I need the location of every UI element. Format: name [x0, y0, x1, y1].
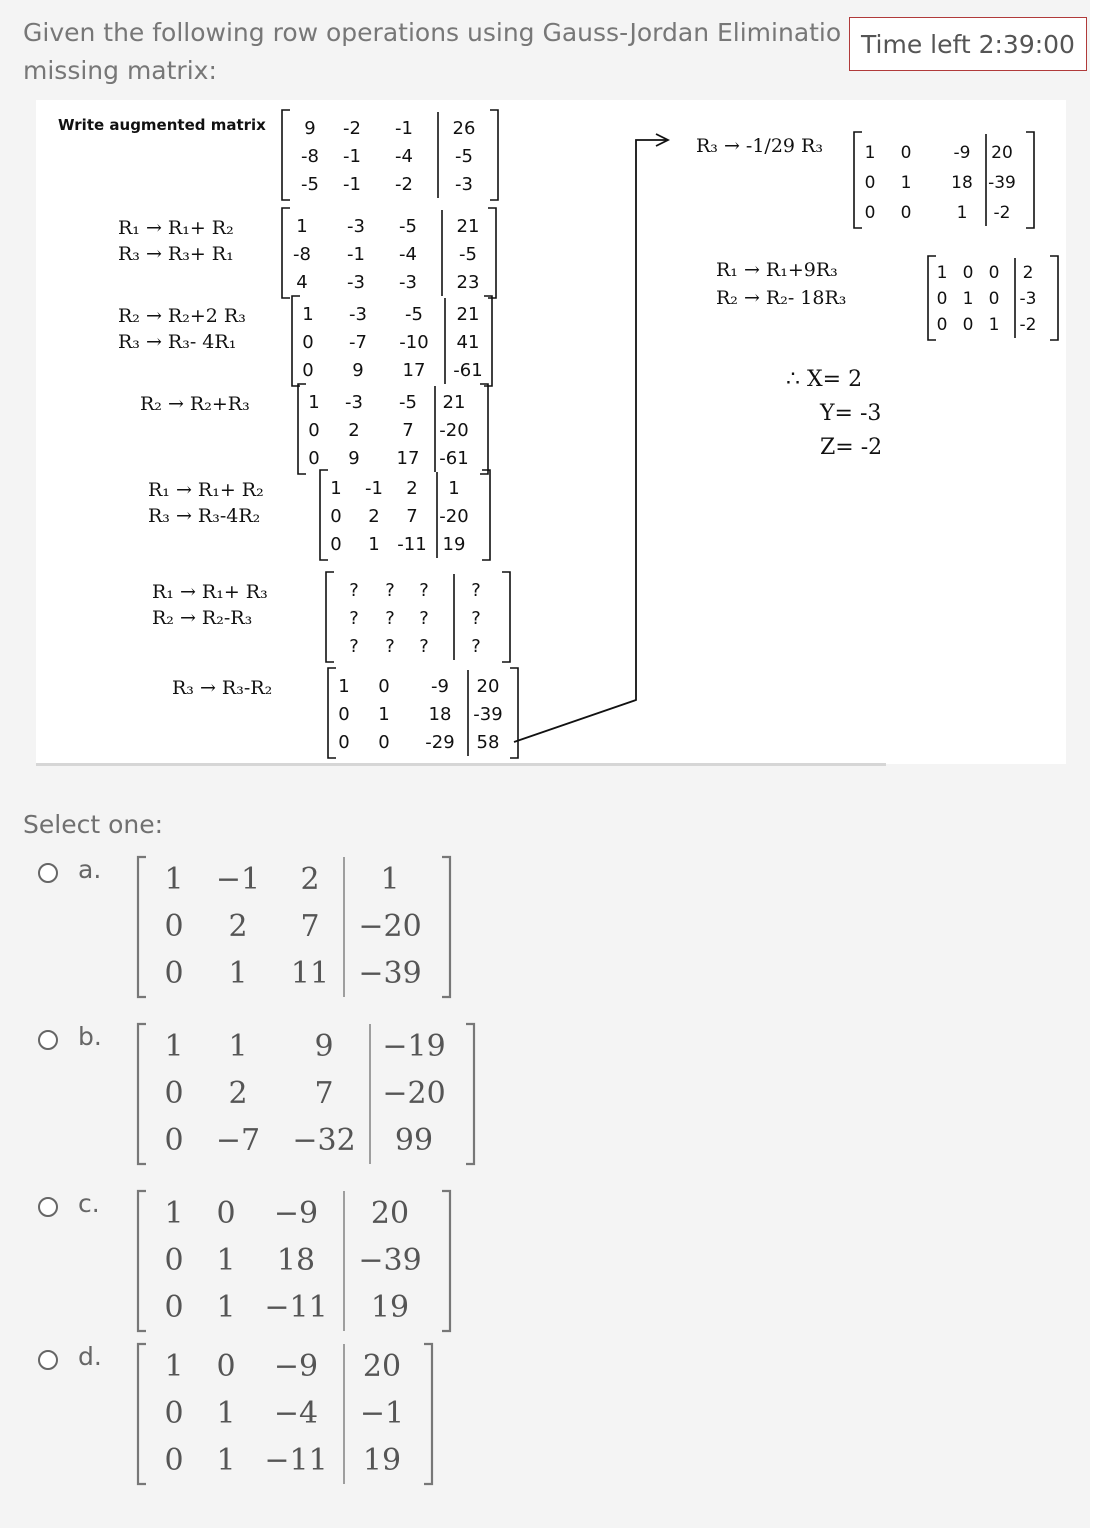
matrix-entry: 18	[276, 1243, 316, 1278]
matrix-entry: 19	[362, 1443, 402, 1478]
right-bracket	[502, 572, 510, 662]
matrix-entry: -5	[399, 392, 417, 413]
matrix-entry: ?	[419, 580, 429, 601]
right-bracket	[442, 857, 450, 997]
matrix-entry: 1	[936, 263, 948, 283]
matrix-entry: -3	[345, 392, 363, 413]
left-bracket	[326, 572, 334, 662]
matrix-entry: 21	[456, 216, 480, 237]
matrix-entry: 0	[164, 1396, 184, 1431]
matrix-entry: 19	[370, 1290, 410, 1325]
question-line-1: Given the following row operations using Gauss-Jordan Eliminatio	[23, 18, 842, 47]
matrix-entry: -1	[343, 146, 361, 167]
matrix-entry: 0	[164, 956, 184, 991]
matrix-entry: 21	[442, 392, 466, 413]
matrix-entry: 20	[370, 1196, 410, 1231]
matrix-entry: ?	[419, 636, 429, 657]
matrix-entry: 17	[396, 448, 420, 469]
matrix-entry: ?	[471, 608, 481, 629]
matrix-entry: 1	[962, 289, 974, 309]
right-bracket	[480, 384, 488, 474]
answer-option-a[interactable]	[36, 855, 556, 1005]
matrix-entry: -3	[349, 304, 367, 325]
left-bracket	[854, 132, 862, 228]
matrix-entry: −19	[382, 1029, 446, 1064]
matrix-entry: 2	[1022, 263, 1034, 283]
left-bracket	[138, 1024, 146, 1164]
matrix-entry: 2	[228, 909, 248, 944]
matrix-entry: -3	[399, 272, 417, 293]
left-bracket	[298, 384, 306, 474]
matrix-entry: -4	[395, 146, 413, 167]
matrix-entry: 0	[164, 1443, 184, 1478]
matrix-entry: -1	[395, 118, 413, 139]
matrix-entry: 2	[300, 862, 320, 897]
row-operation-label: R₃ → R₃- 4R₁	[118, 331, 237, 353]
matrix-entry: -2	[993, 203, 1011, 223]
matrix-entry: −39	[358, 956, 422, 991]
row-operation-label: R₁ → R₁+9R₃	[716, 259, 838, 281]
matrix-entry: 0	[308, 420, 320, 441]
matrix-entry: -1	[347, 244, 365, 265]
matrix-entry: −1	[359, 1396, 405, 1431]
matrix-entry: 99	[394, 1123, 434, 1158]
matrix-entry: -61	[453, 360, 483, 381]
matrix-entry: 1	[164, 862, 184, 897]
matrix-entry: 0	[164, 1123, 184, 1158]
flow-arrow	[514, 140, 666, 742]
left-bracket	[282, 208, 290, 298]
matrix-entry: -8	[293, 244, 311, 265]
matrix-entry: 2	[348, 420, 360, 441]
right-bracket	[510, 668, 518, 758]
row-operation-label: R₃ → R₃-4R₂	[148, 505, 261, 527]
left-bracket	[328, 668, 336, 758]
time-left-badge: Time left 2:39:00	[849, 17, 1087, 71]
matrix-entry: −39	[358, 1243, 422, 1278]
matrix-entry: 0	[330, 534, 342, 555]
left-bracket	[138, 1344, 146, 1484]
left-bracket	[928, 256, 936, 340]
matrix-entry: 20	[991, 143, 1013, 163]
step-matrix-7	[328, 668, 518, 758]
matrix-entry: 23	[456, 272, 480, 293]
matrix-entry: 7	[406, 506, 418, 527]
matrix-entry: 1	[164, 1029, 184, 1064]
matrix-entry: -20	[439, 420, 469, 441]
matrix-entry: 0	[864, 203, 876, 223]
right-bracket	[490, 110, 498, 200]
matrix-entry: ?	[471, 636, 481, 657]
matrix-entry: 1	[216, 1290, 236, 1325]
right-bracket	[488, 208, 496, 298]
matrix-entry: 1	[330, 478, 342, 499]
matrix-entry: -2	[395, 174, 413, 195]
matrix-entry: 0	[216, 1349, 236, 1384]
step-matrix-6	[326, 572, 510, 662]
matrix-entry: -3	[455, 174, 473, 195]
row-operation-label: R₂ → R₂-R₃	[152, 607, 253, 629]
matrix-entry: 1	[216, 1443, 236, 1478]
answer-option-d[interactable]	[36, 1342, 556, 1492]
matrix-entry: 1	[228, 1029, 248, 1064]
matrix-entry: -4	[399, 244, 417, 265]
step-matrix-2	[282, 208, 496, 298]
matrix-entry: 0	[900, 143, 912, 163]
option-letter: d.	[78, 1342, 102, 1371]
matrix-entry: -3	[347, 272, 365, 293]
matrix-entry: 1	[216, 1396, 236, 1431]
matrix-entry: 0	[216, 1196, 236, 1231]
matrix-entry: −9	[273, 1349, 319, 1384]
matrix-entry: -10	[399, 332, 429, 353]
matrix-entry: 1	[864, 143, 876, 163]
row-operation-label: R₂ → R₂- 18R₃	[716, 287, 847, 309]
matrix-entry: 2	[228, 1076, 248, 1111]
matrix-entry: 41	[456, 332, 480, 353]
matrix-entry: 58	[476, 732, 500, 753]
matrix-entry: -2	[1019, 315, 1037, 335]
figure-title: Write augmented matrix	[58, 116, 266, 134]
matrix-entry: −9	[273, 1196, 319, 1231]
matrix-entry: 2	[406, 478, 418, 499]
matrix-entry: -61	[439, 448, 469, 469]
matrix-entry: -5	[459, 244, 477, 265]
radio-button[interactable]	[38, 1350, 58, 1370]
matrix-entry: -9	[953, 143, 971, 163]
matrix-entry: -39	[473, 704, 503, 725]
step-matrix-1	[282, 110, 498, 200]
matrix-entry: -29	[425, 732, 455, 753]
matrix-entry: 0	[962, 263, 974, 283]
matrix-entry: 0	[378, 732, 390, 753]
matrix-entry: 11	[290, 956, 330, 991]
matrix-entry: ?	[385, 608, 395, 629]
matrix-entry: 26	[452, 118, 476, 139]
solution-drawing	[36, 100, 1066, 764]
matrix-entry: 0	[164, 1076, 184, 1111]
radio-button[interactable]	[38, 1197, 58, 1217]
matrix-entry: 1	[368, 534, 380, 555]
matrix-entry: ?	[419, 608, 429, 629]
matrix-entry: −20	[382, 1076, 446, 1111]
matrix-entry: -3	[1019, 289, 1037, 309]
page-right-edge	[1090, 0, 1107, 1528]
matrix-entry: 1	[988, 315, 1000, 335]
matrix-entry: -5	[301, 174, 319, 195]
matrix-entry: 0	[330, 506, 342, 527]
matrix-entry: 4	[296, 272, 308, 293]
matrix-entry: -5	[455, 146, 473, 167]
right-bracket	[1050, 256, 1058, 340]
matrix-entry: ?	[349, 636, 359, 657]
answer-option-b[interactable]	[36, 1022, 556, 1172]
matrix-entry: 0	[900, 203, 912, 223]
matrix-entry: 7	[300, 909, 320, 944]
matrix-entry: 0	[338, 704, 350, 725]
row-operation-label: R₁ → R₁+ R₃	[152, 581, 268, 603]
step-matrix-5	[320, 470, 490, 560]
matrix-entry: 1	[228, 956, 248, 991]
matrix-entry: 7	[402, 420, 414, 441]
matrix-entry: 1	[380, 862, 400, 897]
matrix-entry: 1	[900, 173, 912, 193]
matrix-entry: 2	[368, 506, 380, 527]
matrix-entry: 9	[304, 118, 316, 139]
matrix-entry: −7	[215, 1123, 261, 1158]
matrix-entry: 1	[164, 1196, 184, 1231]
matrix-entry: ?	[349, 580, 359, 601]
matrix-entry: 9	[348, 448, 360, 469]
row-operation-label: R₁ → R₁+ R₂	[148, 479, 264, 501]
matrix-entry: 1	[308, 392, 320, 413]
matrix-entry: 21	[456, 304, 480, 325]
matrix-entry: -3	[347, 216, 365, 237]
left-bracket	[320, 470, 328, 560]
matrix-entry: -39	[988, 173, 1016, 193]
matrix-entry: -2	[343, 118, 361, 139]
solution-value: Y= -3	[820, 401, 882, 426]
row-operation-label: R₃ → R₃+ R₁	[118, 243, 234, 265]
matrix-entry: 7	[314, 1076, 334, 1111]
radio-button[interactable]	[38, 863, 58, 883]
matrix-entry: -11	[397, 534, 427, 555]
option-matrix	[134, 1022, 484, 1170]
matrix-entry: 20	[362, 1349, 402, 1384]
select-one-label: Select one:	[23, 810, 164, 839]
matrix-entry: 1	[296, 216, 308, 237]
matrix-entry: 0	[164, 1290, 184, 1325]
matrix-entry: −11	[264, 1290, 328, 1325]
matrix-entry: 1	[956, 203, 968, 223]
matrix-entry: −20	[358, 909, 422, 944]
matrix-entry: 1	[338, 676, 350, 697]
row-operation-label: R₂ → R₂+2 R₃	[118, 305, 246, 327]
left-bracket	[282, 110, 290, 200]
handwritten-solution-image	[36, 100, 1066, 764]
matrix-entry: 1	[164, 1349, 184, 1384]
matrix-entry: -5	[399, 216, 417, 237]
matrix-entry: ?	[349, 608, 359, 629]
matrix-entry: 0	[864, 173, 876, 193]
matrix-entry: 0	[338, 732, 350, 753]
row-operation-label: R₁ → R₁+ R₂	[118, 217, 234, 239]
matrix-entry: 0	[164, 1243, 184, 1278]
solution-value: ∴ X= 2	[786, 367, 863, 392]
matrix-entry: 0	[164, 909, 184, 944]
option-matrix	[134, 855, 460, 1003]
matrix-entry: 20	[476, 676, 500, 697]
left-bracket	[138, 857, 146, 997]
left-bracket	[138, 1191, 146, 1331]
matrix-entry: 9	[314, 1029, 334, 1064]
matrix-entry: −4	[273, 1396, 319, 1431]
row-operation-label: R₂ → R₂+R₃	[140, 393, 250, 415]
matrix-entry: 1	[378, 704, 390, 725]
left-bracket	[292, 296, 300, 386]
matrix-entry: -5	[405, 304, 423, 325]
matrix-entry: 9	[352, 360, 364, 381]
question-line-2: missing matrix:	[23, 56, 217, 85]
matrix-entry: 0	[302, 332, 314, 353]
matrix-entry: 0	[378, 676, 390, 697]
step-matrix-4	[298, 384, 488, 474]
matrix-entry: 1	[302, 304, 314, 325]
row-operation-label: R₃ → R₃-R₂	[172, 677, 273, 699]
answer-option-c[interactable]	[36, 1189, 556, 1339]
matrix-entry: ?	[385, 580, 395, 601]
radio-button[interactable]	[38, 1030, 58, 1050]
option-matrix	[134, 1189, 460, 1337]
right-bracket	[482, 470, 490, 560]
right-bracket	[1026, 132, 1034, 228]
solution-value: Z= -2	[820, 435, 883, 460]
final-matrix-2	[928, 256, 1058, 340]
matrix-entry: 0	[936, 315, 948, 335]
right-bracket	[484, 296, 492, 386]
right-bracket	[442, 1191, 450, 1331]
option-matrix	[134, 1342, 442, 1490]
matrix-entry: -1	[343, 174, 361, 195]
option-letter: b.	[78, 1022, 102, 1051]
right-bracket	[466, 1024, 474, 1164]
option-letter: a.	[78, 855, 102, 884]
question-text	[23, 14, 853, 90]
matrix-entry: 19	[442, 534, 466, 555]
matrix-entry: 18	[951, 173, 973, 193]
matrix-entry: 0	[962, 315, 974, 335]
matrix-entry: 0	[988, 263, 1000, 283]
right-bracket	[424, 1344, 432, 1484]
matrix-entry: 1	[216, 1243, 236, 1278]
step-matrix-3	[292, 296, 492, 386]
matrix-entry: -9	[431, 676, 449, 697]
matrix-entry: −32	[292, 1123, 356, 1158]
matrix-entry: -20	[439, 506, 469, 527]
matrix-entry: 0	[936, 289, 948, 309]
matrix-entry: 0	[988, 289, 1000, 309]
option-letter: c.	[78, 1189, 100, 1218]
matrix-entry: −1	[215, 862, 261, 897]
final-matrix-1	[854, 132, 1034, 228]
matrix-entry: 18	[428, 704, 452, 725]
matrix-entry: -7	[349, 332, 367, 353]
matrix-entry: 0	[302, 360, 314, 381]
matrix-entry: -1	[365, 478, 383, 499]
matrix-entry: 0	[308, 448, 320, 469]
matrix-entry: 17	[402, 360, 426, 381]
figure-divider	[36, 763, 886, 766]
matrix-entry: ?	[471, 580, 481, 601]
matrix-entry: -8	[301, 146, 319, 167]
matrix-entry: −11	[264, 1443, 328, 1478]
matrix-entry: ?	[385, 636, 395, 657]
row-operation-label: R₃ → -1/29 R₃	[696, 135, 823, 157]
matrix-entry: 1	[448, 478, 460, 499]
